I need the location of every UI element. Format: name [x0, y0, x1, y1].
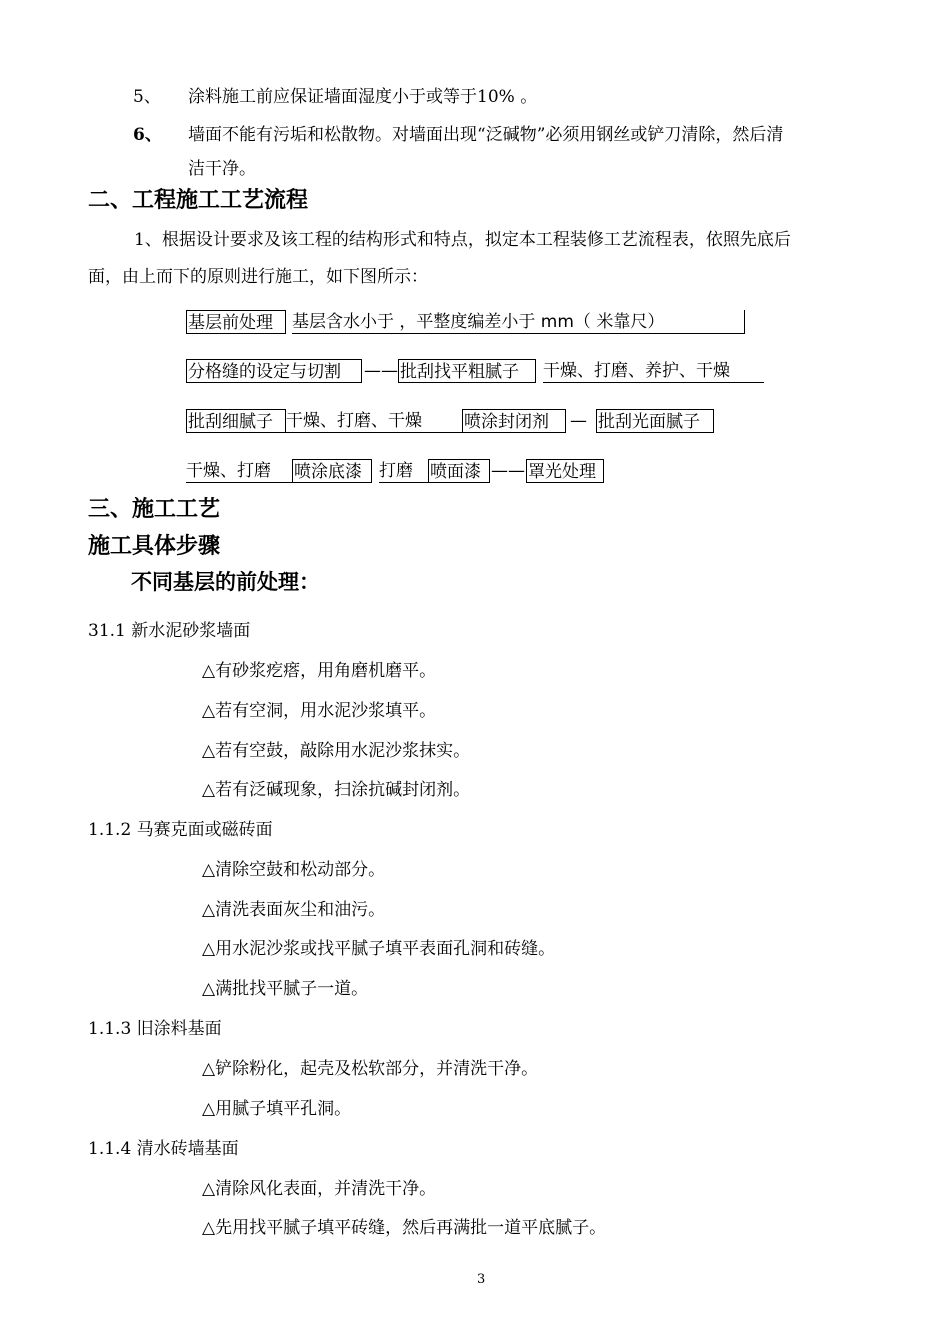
list-item: △满批找平腻子一道。	[202, 979, 369, 999]
flow-connector: ——	[364, 361, 398, 381]
flow-step-fine-putty: 批刮细腻子	[186, 409, 286, 433]
flow-note-dry-sand-cure: 干燥、打磨、养护、干燥	[543, 359, 764, 383]
item-5-number: 5、	[133, 87, 161, 107]
list-item: △若有泛碱现象，扫涂抗碱封闭剂。	[202, 780, 471, 800]
subsection-heading: 31.1 新水泥砂浆墙面	[88, 621, 251, 641]
subsection-heading: 1.1.3 旧涂料基面	[88, 1019, 222, 1039]
flow-note-dry-sand-dry: 干燥、打磨、干燥	[286, 409, 462, 433]
section-3-subtitle: 施工具体步骤	[88, 533, 221, 559]
flow-step-primer-spray: 喷涂底漆	[292, 459, 372, 483]
list-item: △先用找平腻子填平砖缝，然后再满批一道平底腻子。	[202, 1218, 607, 1238]
item-6-line2: 洁干净。	[188, 159, 256, 179]
flow-step-topcoat-spray: 喷面漆	[428, 459, 490, 483]
flow-note-dry-sand: 干燥、打磨	[186, 459, 292, 483]
section-2-paragraph-line1: 1、根据设计要求及该工程的结构形式和特点，拟定本工程装修工艺流程表，依照先底后	[134, 230, 791, 250]
flow-step-finish-putty: 批刮光面腻子	[596, 409, 714, 433]
flow-step-joint-cutting: 分格缝的设定与切割	[186, 359, 362, 383]
list-item: △清除风化表面，并清洗干净。	[202, 1179, 437, 1199]
subsection-heading: 1.1.4 清水砖墙基面	[88, 1139, 239, 1159]
flow-step-sealer-spray: 喷涂封闭剂	[462, 409, 566, 433]
flow-bracket-line	[744, 310, 745, 334]
list-item: △清洗表面灰尘和油污。	[202, 900, 386, 920]
list-item: △有砂浆疙瘩，用角磨机磨平。	[202, 661, 437, 681]
section-3-title: 三、施工工艺	[88, 496, 221, 522]
flow-note-moisture-flatness: 基层含水小于 ，平整度编差小于 mm（ 米靠尺）	[292, 310, 744, 334]
flow-connector: —	[570, 411, 587, 431]
list-item: △用腻子填平孔洞。	[202, 1099, 352, 1119]
flow-step-coarse-putty: 批刮找平粗腻子	[398, 359, 536, 383]
flow-connector: ——	[491, 461, 525, 481]
flow-note-sand: 打磨	[379, 459, 428, 483]
flow-step-varnish: 罩光处理	[526, 459, 604, 483]
item-5-text: 涂料施工前应保证墙面湿度小于或等于10% 。	[188, 87, 538, 107]
item-6-number: 6、	[133, 125, 162, 145]
subsection-heading: 1.1.2 马赛克面或磁砖面	[88, 820, 273, 840]
section-2-paragraph-line2: 面，由上而下的原则进行施工，如下图所示：	[88, 267, 428, 287]
list-item: △用水泥沙浆或找平腻子填平表面孔洞和砖缝。	[202, 939, 556, 959]
list-item: △铲除粉化，起壳及松软部分，并清洗干净。	[202, 1059, 539, 1079]
page-number: 3	[477, 1272, 486, 1287]
list-item: △若有空鼓，敲除用水泥沙浆抹实。	[202, 741, 471, 761]
list-item: △清除空鼓和松动部分。	[202, 860, 386, 880]
section-3-subsubtitle: 不同基层的前处理：	[131, 569, 320, 594]
item-6-line1: 墙面不能有污垢和松散物。对墙面出现“泛碱物”必须用钢丝或铲刀清除，然后清	[188, 125, 784, 145]
flow-step-base-pretreatment: 基层前处理	[186, 310, 286, 334]
list-item: △若有空洞，用水泥沙浆填平。	[202, 701, 437, 721]
section-2-title: 二、工程施工工艺流程	[88, 187, 309, 213]
